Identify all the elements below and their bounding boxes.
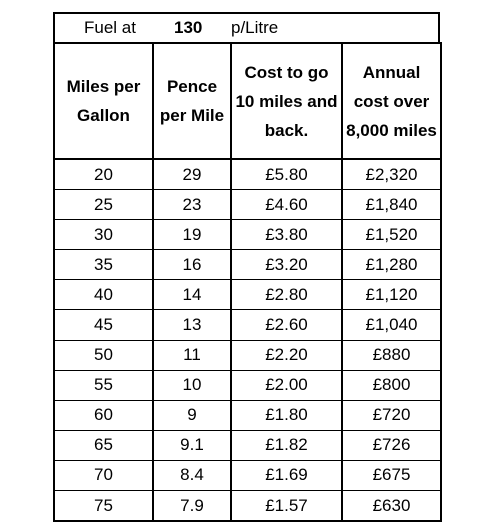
- cell-cost-10-miles: £4.60: [231, 190, 342, 220]
- table-row: [54, 491, 441, 522]
- cell-cost-10-miles: £1.57: [231, 491, 342, 522]
- cell-miles-per-gallon: 50: [54, 340, 153, 370]
- cell-cost-10-miles: £2.80: [231, 280, 342, 310]
- cell-annual-cost: £2,320: [342, 159, 441, 190]
- table-row: [54, 310, 441, 340]
- cell-cost-10-miles: £3.20: [231, 250, 342, 280]
- cell-miles-per-gallon: 20: [54, 159, 153, 190]
- fuel-price-label: Fuel at: [84, 18, 136, 37]
- cell-pence-per-mile: 10: [153, 370, 231, 400]
- cell-annual-cost: £1,520: [342, 220, 441, 250]
- cell-pence-per-mile: 16: [153, 250, 231, 280]
- cell-cost-10-miles: £2.20: [231, 340, 342, 370]
- cell-miles-per-gallon: 45: [54, 310, 153, 340]
- cell-miles-per-gallon: 30: [54, 220, 153, 250]
- header-cost-10-miles: Cost to go 10 miles and back.: [231, 43, 342, 159]
- table-row: [54, 370, 441, 400]
- cell-miles-per-gallon: 60: [54, 400, 153, 430]
- table-row: [54, 280, 441, 310]
- cell-pence-per-mile: 9.1: [153, 430, 231, 460]
- table-row: [54, 159, 441, 190]
- cell-cost-10-miles: £3.80: [231, 220, 342, 250]
- cell-pence-per-mile: 14: [153, 280, 231, 310]
- cell-annual-cost: £1,280: [342, 250, 441, 280]
- cell-annual-cost: £1,840: [342, 190, 441, 220]
- cell-cost-10-miles: £2.00: [231, 370, 342, 400]
- table-row: [54, 400, 441, 430]
- header-row: [54, 43, 441, 159]
- cell-cost-10-miles: £1.69: [231, 460, 342, 490]
- cell-cost-10-miles: £1.82: [231, 430, 342, 460]
- fuel-price-value: 130: [174, 18, 203, 37]
- cell-miles-per-gallon: 55: [54, 370, 153, 400]
- header-miles-per-gallon: Miles per Gallon: [54, 43, 153, 159]
- header-annual-cost: Annual cost over 8,000 miles: [342, 43, 441, 159]
- cell-pence-per-mile: 7.9: [153, 491, 231, 522]
- cell-annual-cost: £1,040: [342, 310, 441, 340]
- cell-miles-per-gallon: 75: [54, 491, 153, 522]
- table-row: [54, 220, 441, 250]
- cell-miles-per-gallon: 25: [54, 190, 153, 220]
- cell-miles-per-gallon: 70: [54, 460, 153, 490]
- cell-miles-per-gallon: 65: [54, 430, 153, 460]
- cell-annual-cost: £720: [342, 400, 441, 430]
- fuel-cost-table: [53, 42, 442, 522]
- cell-miles-per-gallon: 40: [54, 280, 153, 310]
- cell-pence-per-mile: 19: [153, 220, 231, 250]
- cell-miles-per-gallon: 35: [54, 250, 153, 280]
- fuel-price-unit: p/Litre: [231, 18, 279, 37]
- table-body: [54, 159, 441, 521]
- fuel-price-row: [53, 12, 440, 42]
- cell-pence-per-mile: 13: [153, 310, 231, 340]
- cell-annual-cost: £800: [342, 370, 441, 400]
- cell-cost-10-miles: £5.80: [231, 159, 342, 190]
- cell-annual-cost: £630: [342, 491, 441, 522]
- cell-cost-10-miles: £1.80: [231, 400, 342, 430]
- cell-annual-cost: £1,120: [342, 280, 441, 310]
- cell-pence-per-mile: 9: [153, 400, 231, 430]
- cell-cost-10-miles: £2.60: [231, 310, 342, 340]
- cell-pence-per-mile: 11: [153, 340, 231, 370]
- table-row: [54, 190, 441, 220]
- table-row: [54, 430, 441, 460]
- header-pence-per-mile: Pence per Mile: [153, 43, 231, 159]
- cell-annual-cost: £726: [342, 430, 441, 460]
- fuel-cost-sheet: [53, 12, 440, 522]
- table-row: [54, 460, 441, 490]
- table-row: [54, 250, 441, 280]
- table-row: [54, 340, 441, 370]
- table-header: [54, 43, 441, 159]
- cell-annual-cost: £880: [342, 340, 441, 370]
- cell-annual-cost: £675: [342, 460, 441, 490]
- cell-pence-per-mile: 23: [153, 190, 231, 220]
- cell-pence-per-mile: 29: [153, 159, 231, 190]
- cell-pence-per-mile: 8.4: [153, 460, 231, 490]
